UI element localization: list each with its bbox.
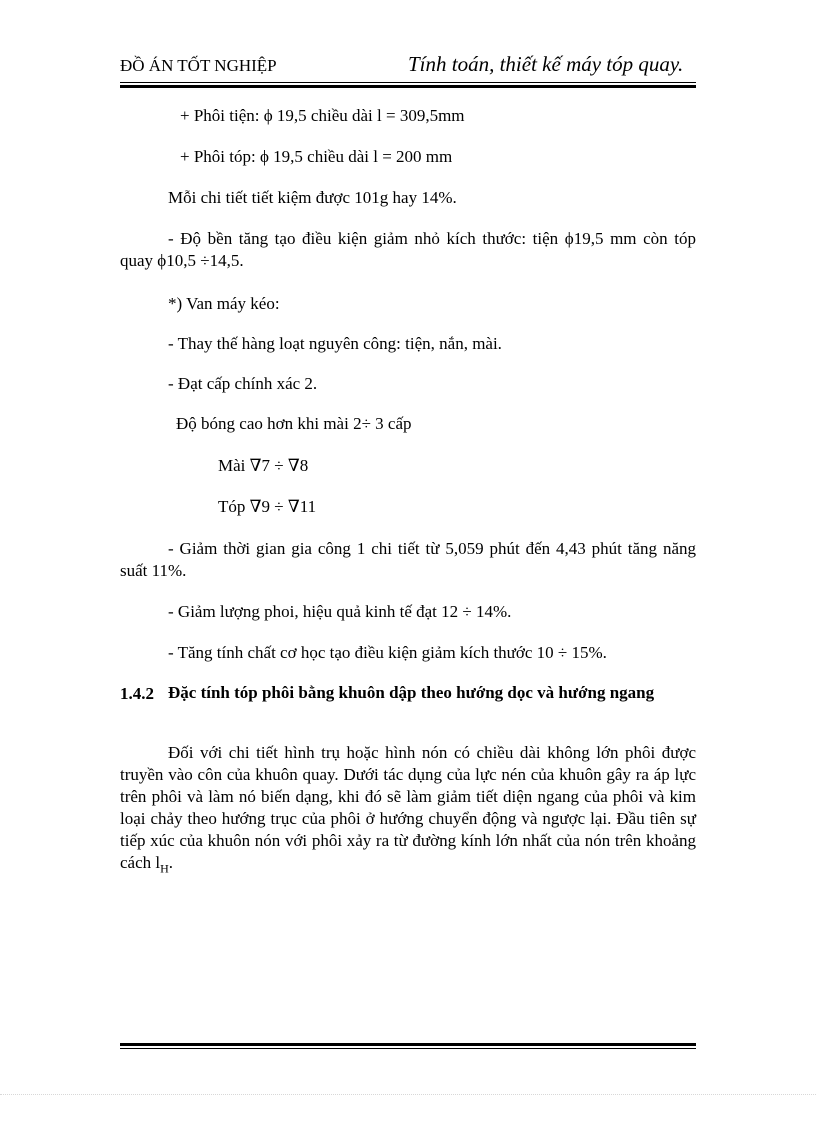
header-rule-thick: [120, 85, 696, 88]
text-line-top: Tóp ∇9 ÷ ∇11: [218, 497, 317, 516]
section-number: 1.4.2: [120, 684, 154, 703]
footer-rule-thin: [120, 1048, 696, 1049]
header-rule-thin: [120, 82, 696, 83]
text-line-giam-luong-phoi: - Giảm lượng phoi, hiệu quả kinh tế đạt 12 ÷ 14%.: [168, 602, 512, 621]
text-line-tiet-kiem: Mỗi chi tiết tiết kiệm được 101g hay 14%.: [168, 188, 457, 207]
text-line-phoi-top: + Phôi tóp: ϕ 19,5 chiều dài l = 200 mm: [180, 147, 453, 166]
text-line-thay-the: - Thay thế hàng loạt nguyên công: tiện, nắn, mài.: [168, 334, 502, 353]
page-edge-dotted-line: [0, 1094, 816, 1095]
text-line-mai: Mài ∇7 ÷ ∇8: [218, 456, 309, 475]
section-title: Đặc tính tóp phôi bằng khuôn dập theo hướng dọc và hướng ngang: [168, 683, 655, 702]
text-line-van-may-keo: *) Van máy kéo:: [168, 294, 280, 313]
text-line-dat-cap: - Đạt cấp chính xác 2.: [168, 374, 318, 393]
header-title-left: ĐỒ ÁN TỐT NGHIỆP: [120, 56, 277, 75]
text-line-phoi-tien: + Phôi tiện: ϕ 19,5 chiều dài l = 309,5mm: [180, 106, 465, 125]
paragraph-giam-thoi-gian: [120, 538, 696, 582]
body-paragraph: [120, 742, 696, 879]
paragraph-giam-thoi-gian-text: - Giảm thời gian gia công 1 chi tiết từ 5,059 phút đến 4,43 phút tăng năng suất 11%.: [120, 539, 696, 580]
header-title-right: Tính toán, thiết kế máy tóp quay.: [408, 52, 684, 76]
body-paragraph-subscript: H: [160, 861, 169, 876]
text-line-do-bong: Độ bóng cao hơn khi mài 2÷ 3 cấp: [176, 414, 412, 433]
text-line-tang-tinh-chat: - Tăng tính chất cơ học tạo điều kiện giảm kích thước 10 ÷ 15%.: [168, 643, 607, 662]
footer-rule-thick: [120, 1043, 696, 1046]
paragraph-do-ben-text: - Độ bền tăng tạo điều kiện giảm nhỏ kích thước: tiện ϕ19,5 mm còn tóp quay ϕ10,5 ÷14,5.: [120, 229, 696, 270]
paragraph-do-ben: [120, 228, 696, 272]
body-paragraph-end: .: [168, 853, 174, 872]
body-paragraph-text: Đối với chi tiết hình trụ hoặc hình nón có chiều dài không lớn phôi được truyền vào côn của khuôn quay. Dưới tác dụng của lực nén của khuôn gây ra áp lực trên phôi và làm nó biến dạng, khi đó sẽ làm giảm tiết diện ngang của phôi và kim loại chảy theo hướng trục của phôi ở hướng chuyển động và ngược lại. Đầu tiên sự tiếp xúc của khuôn nón với phôi xảy ra từ đường kính lớn nhất của nón trên khoảng cách l: [120, 743, 696, 872]
